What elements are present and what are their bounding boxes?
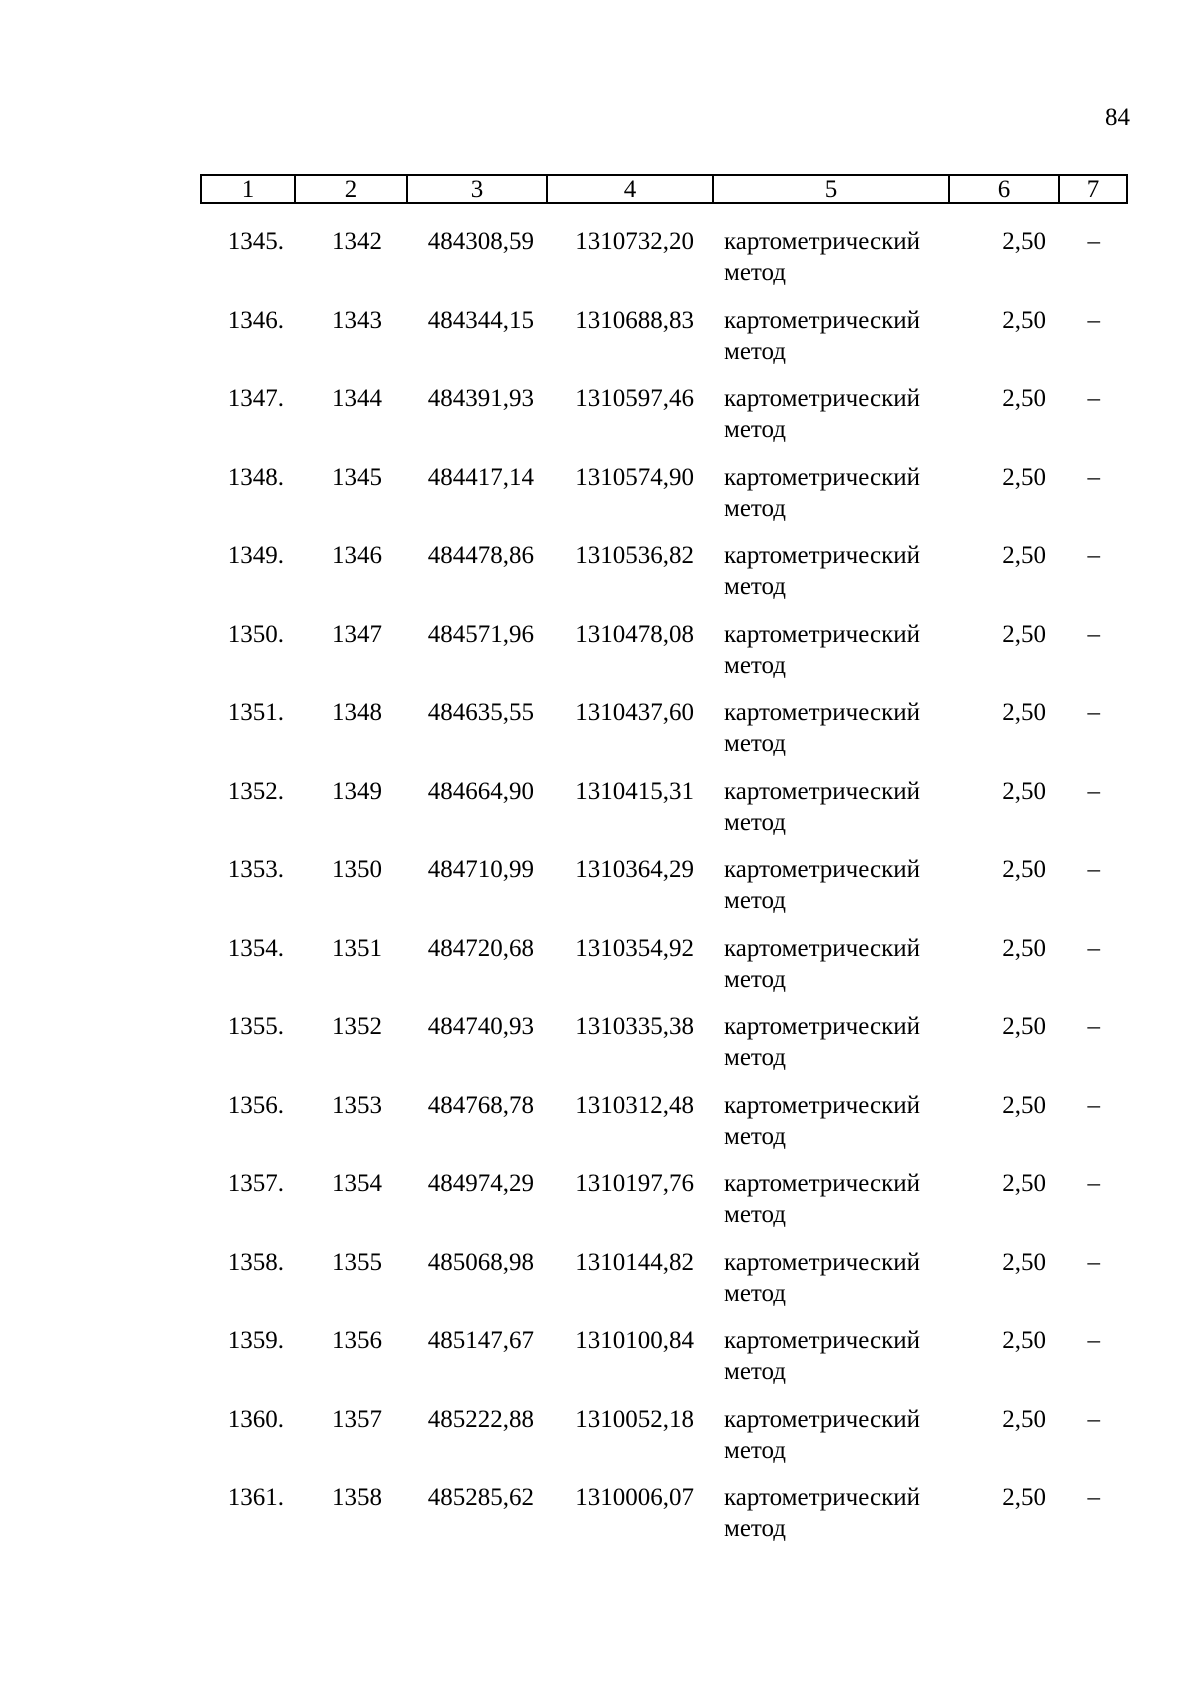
header-cell-1: 1 (202, 176, 296, 202)
column7-value: – (1087, 542, 1100, 569)
accuracy-value: 2,50 (1002, 228, 1046, 255)
method-line-2: метод (724, 1122, 787, 1150)
coordinate-x: 484344,15 (427, 306, 534, 334)
coordinate-y: 1310144,82 (575, 1248, 694, 1276)
point-number: 1352 (332, 1013, 382, 1040)
method-line-1: картометрический (724, 934, 920, 962)
point-number: 1342 (332, 228, 382, 255)
coordinate-y: 1310364,29 (575, 856, 694, 883)
accuracy-value: 2,50 (1002, 306, 1046, 334)
accuracy-value: 2,50 (1002, 856, 1046, 883)
point-number: 1355 (332, 1248, 382, 1276)
point-number: 1349 (332, 777, 382, 805)
column7-value: – (1087, 856, 1100, 883)
column7-value: – (1087, 934, 1100, 962)
method-line-2: метод (724, 494, 787, 522)
method-line-2: метод (724, 965, 787, 993)
method-cell (724, 383, 954, 445)
table-row (0, 1011, 1200, 1090)
method-line-1: картометрический (724, 1484, 920, 1511)
coordinate-y: 1310536,82 (575, 542, 694, 569)
coordinate-x: 484571,96 (427, 620, 534, 648)
header-cell-2: 2 (296, 176, 408, 202)
column7-value: – (1087, 228, 1100, 255)
point-number: 1354 (332, 1170, 382, 1197)
method-line-1: картометрический (724, 1248, 920, 1276)
method-line-1: картометрический (724, 1170, 920, 1197)
method-cell (724, 1247, 954, 1309)
accuracy-value: 2,50 (1002, 1405, 1046, 1433)
table-row (0, 462, 1200, 541)
accuracy-value: 2,50 (1002, 1327, 1046, 1354)
header-cell-5: 5 (714, 176, 950, 202)
coordinate-y: 1310732,20 (575, 228, 694, 255)
row-number: 1357. (227, 1170, 284, 1197)
table-row (0, 1325, 1200, 1404)
table-row (0, 933, 1200, 1012)
coordinate-x: 484308,59 (427, 228, 534, 255)
method-line-1: картометрический (724, 620, 920, 648)
coordinate-y: 1310100,84 (575, 1327, 694, 1354)
coordinate-x: 484710,99 (427, 856, 534, 883)
table-row (0, 776, 1200, 855)
column7-value: – (1087, 620, 1100, 648)
accuracy-value: 2,50 (1002, 934, 1046, 962)
method-cell (724, 462, 954, 524)
accuracy-value: 2,50 (1002, 1170, 1046, 1197)
accuracy-value: 2,50 (1002, 1484, 1046, 1511)
method-line-2: метод (724, 337, 787, 365)
method-cell (724, 1404, 954, 1466)
row-number: 1351. (227, 699, 284, 726)
row-number: 1355. (227, 1013, 284, 1040)
coordinate-y: 1310052,18 (575, 1405, 694, 1433)
method-line-1: картометрический (724, 777, 920, 805)
point-number: 1346 (332, 542, 382, 569)
coordinate-x: 484974,29 (427, 1170, 534, 1197)
point-number: 1350 (332, 856, 382, 883)
method-line-2: метод (724, 1044, 787, 1071)
method-cell (724, 540, 954, 602)
method-line-1: картометрический (724, 856, 920, 883)
accuracy-value: 2,50 (1002, 463, 1046, 491)
row-number: 1361. (227, 1484, 284, 1511)
method-line-1: картометрический (724, 1327, 920, 1354)
method-line-2: метод (724, 730, 787, 757)
table-row (0, 305, 1200, 384)
row-number: 1358. (227, 1248, 284, 1276)
method-line-1: картометрический (724, 1013, 920, 1040)
coordinate-y: 1310354,92 (575, 934, 694, 962)
column7-value: – (1087, 1248, 1100, 1276)
coordinate-x: 484391,93 (427, 385, 534, 412)
method-cell (724, 1482, 954, 1544)
method-line-2: метод (724, 259, 787, 286)
table-row (0, 1168, 1200, 1247)
method-line-1: картометрический (724, 385, 920, 412)
table-row (0, 226, 1200, 305)
coordinate-x: 484417,14 (427, 463, 534, 491)
table-row (0, 1404, 1200, 1483)
table-body (0, 226, 1200, 1561)
table-row (0, 1247, 1200, 1326)
row-number: 1356. (227, 1091, 284, 1119)
column7-value: – (1087, 1405, 1100, 1433)
method-cell (724, 854, 954, 916)
point-number: 1343 (332, 306, 382, 334)
point-number: 1351 (332, 934, 382, 962)
coordinate-x: 484664,90 (427, 777, 534, 805)
method-cell (724, 226, 954, 288)
method-line-1: картометрический (724, 228, 920, 255)
method-line-2: метод (724, 416, 787, 443)
column7-value: – (1087, 1327, 1100, 1354)
coordinate-x: 485222,88 (427, 1405, 534, 1433)
point-number: 1347 (332, 620, 382, 648)
coordinate-y: 1310415,31 (575, 777, 694, 805)
point-number: 1353 (332, 1091, 382, 1119)
method-line-2: метод (724, 1436, 787, 1464)
table-row (0, 540, 1200, 619)
method-line-2: метод (724, 573, 787, 600)
coordinate-y: 1310597,46 (575, 385, 694, 412)
accuracy-value: 2,50 (1002, 1091, 1046, 1119)
method-cell (724, 1011, 954, 1073)
accuracy-value: 2,50 (1002, 542, 1046, 569)
method-line-2: метод (724, 1279, 787, 1307)
coordinate-y: 1310006,07 (575, 1484, 694, 1511)
table-row (0, 1482, 1200, 1561)
coordinate-y: 1310335,38 (575, 1013, 694, 1040)
accuracy-value: 2,50 (1002, 699, 1046, 726)
column7-value: – (1087, 1013, 1100, 1040)
coordinate-x: 484478,86 (427, 542, 534, 569)
method-cell (724, 933, 954, 995)
column7-value: – (1087, 385, 1100, 412)
row-number: 1345. (227, 228, 284, 255)
coordinate-y: 1310688,83 (575, 306, 694, 334)
coordinate-y: 1310574,90 (575, 463, 694, 491)
method-line-1: картометрический (724, 1405, 920, 1433)
method-cell (724, 1168, 954, 1230)
column7-value: – (1087, 777, 1100, 805)
accuracy-value: 2,50 (1002, 385, 1046, 412)
point-number: 1348 (332, 699, 382, 726)
coordinate-x: 484740,93 (427, 1013, 534, 1040)
accuracy-value: 2,50 (1002, 777, 1046, 805)
method-line-1: картометрический (724, 542, 920, 569)
method-cell (724, 619, 954, 681)
table-row (0, 697, 1200, 776)
method-cell (724, 1090, 954, 1152)
column7-value: – (1087, 306, 1100, 334)
coordinate-y: 1310437,60 (575, 699, 694, 726)
coordinate-x: 484635,55 (427, 699, 534, 726)
coordinate-y: 1310478,08 (575, 620, 694, 648)
coordinate-x: 485068,98 (427, 1248, 534, 1276)
row-number: 1354. (227, 934, 284, 962)
coordinate-x: 484720,68 (427, 934, 534, 962)
coordinate-x: 485285,62 (427, 1484, 534, 1511)
coordinate-y: 1310312,48 (575, 1091, 694, 1119)
coordinate-x: 484768,78 (427, 1091, 534, 1119)
table-row (0, 619, 1200, 698)
row-number: 1348. (227, 463, 284, 491)
point-number: 1357 (332, 1405, 382, 1433)
point-number: 1345 (332, 463, 382, 491)
point-number: 1356 (332, 1327, 382, 1354)
column7-value: – (1087, 1091, 1100, 1119)
header-cell-3: 3 (408, 176, 548, 202)
method-cell (724, 305, 954, 367)
header-cell-4: 4 (548, 176, 714, 202)
row-number: 1346. (227, 306, 284, 334)
method-line-1: картометрический (724, 699, 920, 726)
method-line-2: метод (724, 1201, 787, 1228)
method-line-2: метод (724, 651, 787, 679)
column7-value: – (1087, 1170, 1100, 1197)
accuracy-value: 2,50 (1002, 1248, 1046, 1276)
method-line-1: картометрический (724, 1091, 920, 1119)
row-number: 1360. (227, 1405, 284, 1433)
row-number: 1352. (227, 777, 284, 805)
method-line-1: картометрический (724, 306, 920, 334)
method-line-2: метод (724, 1358, 787, 1385)
accuracy-value: 2,50 (1002, 1013, 1046, 1040)
page-number: 84 (1105, 104, 1130, 131)
method-line-2: метод (724, 887, 787, 914)
column7-value: – (1087, 699, 1100, 726)
column7-value: – (1087, 1484, 1100, 1511)
method-cell (724, 697, 954, 759)
method-line-1: картометрический (724, 463, 920, 491)
point-number: 1344 (332, 385, 382, 412)
point-number: 1358 (332, 1484, 382, 1511)
row-number: 1353. (227, 856, 284, 883)
row-number: 1349. (227, 542, 284, 569)
method-line-2: метод (724, 1515, 787, 1542)
table-row (0, 383, 1200, 462)
table-row (0, 1090, 1200, 1169)
method-cell (724, 1325, 954, 1387)
accuracy-value: 2,50 (1002, 620, 1046, 648)
header-cell-7: 7 (1086, 176, 1100, 203)
coordinate-x: 485147,67 (427, 1327, 534, 1354)
row-number: 1347. (227, 385, 284, 412)
method-cell (724, 776, 954, 838)
header-cell-6: 6 (950, 176, 1060, 202)
method-line-2: метод (724, 808, 787, 836)
row-number: 1359. (227, 1327, 284, 1354)
column7-value: – (1087, 463, 1100, 491)
row-number: 1350. (227, 620, 284, 648)
table-header (200, 174, 1128, 204)
coordinate-y: 1310197,76 (575, 1170, 694, 1197)
table-row (0, 854, 1200, 933)
